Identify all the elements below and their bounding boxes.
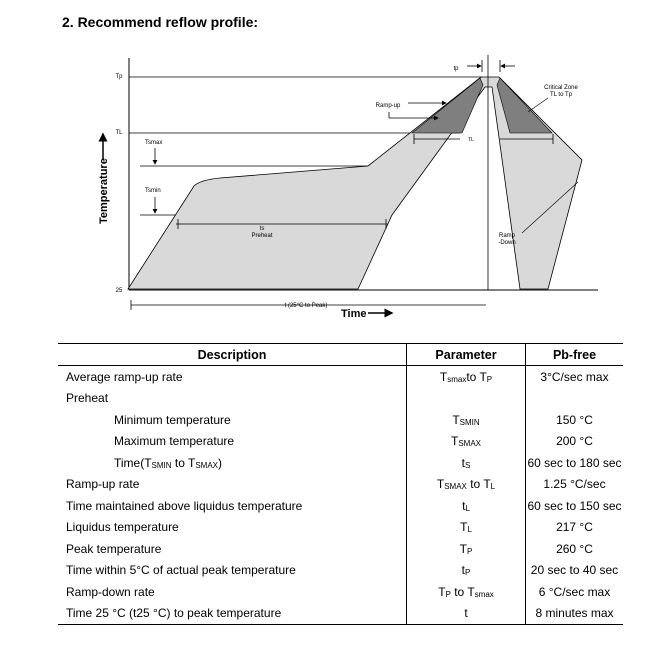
- table-row: [58, 366, 623, 388]
- critical-range-label: TL to Tp: [549, 92, 573, 98]
- header-pb-free: Pb-free: [526, 344, 624, 366]
- table-row: [58, 388, 623, 410]
- down-label: -Down: [498, 240, 516, 246]
- y-axis-label: Temperature: [98, 158, 110, 224]
- critical-zone-left: [412, 78, 483, 133]
- table-header-row: [58, 344, 623, 366]
- table-row: [58, 474, 623, 496]
- row-value: 217 °C: [556, 520, 593, 535]
- row-description: Time 25 °C (t25 °C) to peak temperature: [58, 603, 407, 625]
- tick-tl: TL: [115, 130, 123, 136]
- row-value: 3°C/sec max: [540, 369, 609, 384]
- row-parameter: $T_{SMAX}$: [407, 431, 526, 453]
- table-row: [58, 517, 623, 539]
- row-description: Peak temperature: [66, 541, 162, 556]
- tl-small-label: TL: [468, 137, 474, 143]
- row-value: 20 sec to 40 sec: [530, 563, 619, 578]
- tp-top-label: tp: [453, 66, 459, 72]
- tick-25: 25: [115, 288, 123, 294]
- t25-to-peak-label: t (25°C to Peak): [284, 303, 328, 309]
- table-row: [58, 495, 623, 517]
- row-parameter: $T_P$ to $T_{smax}$: [407, 581, 526, 603]
- row-parameter: $t_P$: [407, 560, 526, 582]
- row-value: 200 °C: [556, 434, 593, 449]
- row-description: Preheat: [66, 391, 109, 406]
- table-row: [58, 560, 623, 582]
- row-value: 60 sec to 180 sec: [527, 455, 622, 470]
- row-description: Ramp-up rate: [66, 477, 140, 492]
- critical-zone-label: Critical Zone: [544, 85, 578, 91]
- row-value: 60 sec to 150 sec: [527, 498, 622, 513]
- table-row: [58, 581, 623, 603]
- header-parameter: Parameter: [407, 344, 526, 366]
- row-parameter: $T_L$: [407, 517, 526, 539]
- row-value: 150 °C: [556, 412, 593, 427]
- row-description: Liquidus temperature: [66, 520, 179, 535]
- row-value: 260 °C: [556, 541, 593, 556]
- row-description: Time within 5°C of actual peak temperature: [66, 563, 296, 578]
- table-row: [58, 452, 623, 474]
- row-description: Maximum temperature: [114, 434, 235, 449]
- row-parameter: $t_L$: [407, 495, 526, 517]
- row-value: 1.25 °C/sec: [543, 477, 606, 492]
- table-row: [58, 603, 623, 625]
- table-row: [58, 431, 623, 453]
- critical-zone-pointer: [528, 98, 548, 112]
- header-description: Description: [58, 344, 407, 366]
- row-parameter: $T_P$: [407, 538, 526, 560]
- table-row: [58, 538, 623, 560]
- row-description: Average ramp-up rate: [66, 369, 183, 384]
- row-parameter: t: [407, 603, 526, 625]
- row-description: Ramp-down rate: [66, 584, 155, 599]
- row-description: Minimum temperature: [114, 412, 231, 427]
- preheat-label: Preheat: [251, 233, 273, 239]
- row-value: [526, 388, 624, 410]
- row-parameter: $T_{smax}to$ $T_P$: [407, 366, 526, 388]
- ramp-label: Ramp: [498, 233, 516, 239]
- tsmin-label: Tsmin: [145, 188, 161, 194]
- tsmax-label: Tsmax: [145, 140, 163, 146]
- section-title: 2. Recommend reflow profile:: [62, 14, 259, 30]
- row-value: 8 minutes max: [526, 603, 624, 625]
- row-parameter: $t_S$: [407, 452, 526, 474]
- row-description: Time maintained above liquidus temperature: [66, 498, 303, 513]
- ts-label: ts: [259, 226, 265, 232]
- row-parameter: [407, 388, 526, 410]
- tick-tp: Tp: [115, 74, 123, 80]
- row-value: 6 °C/sec max: [538, 584, 611, 599]
- reflow-spec-table: [58, 343, 623, 625]
- x-axis-label: Time: [341, 308, 367, 320]
- row-parameter: $T_{SMIN}$: [407, 409, 526, 431]
- table-row: [58, 409, 623, 431]
- ramp-up-label: Ramp-up: [375, 103, 401, 109]
- row-description: $Time(T_{SMIN}$ to $T_{SMAX}$): [114, 455, 223, 470]
- row-parameter: $T_{SMAX}$ to $T_L$: [407, 474, 526, 496]
